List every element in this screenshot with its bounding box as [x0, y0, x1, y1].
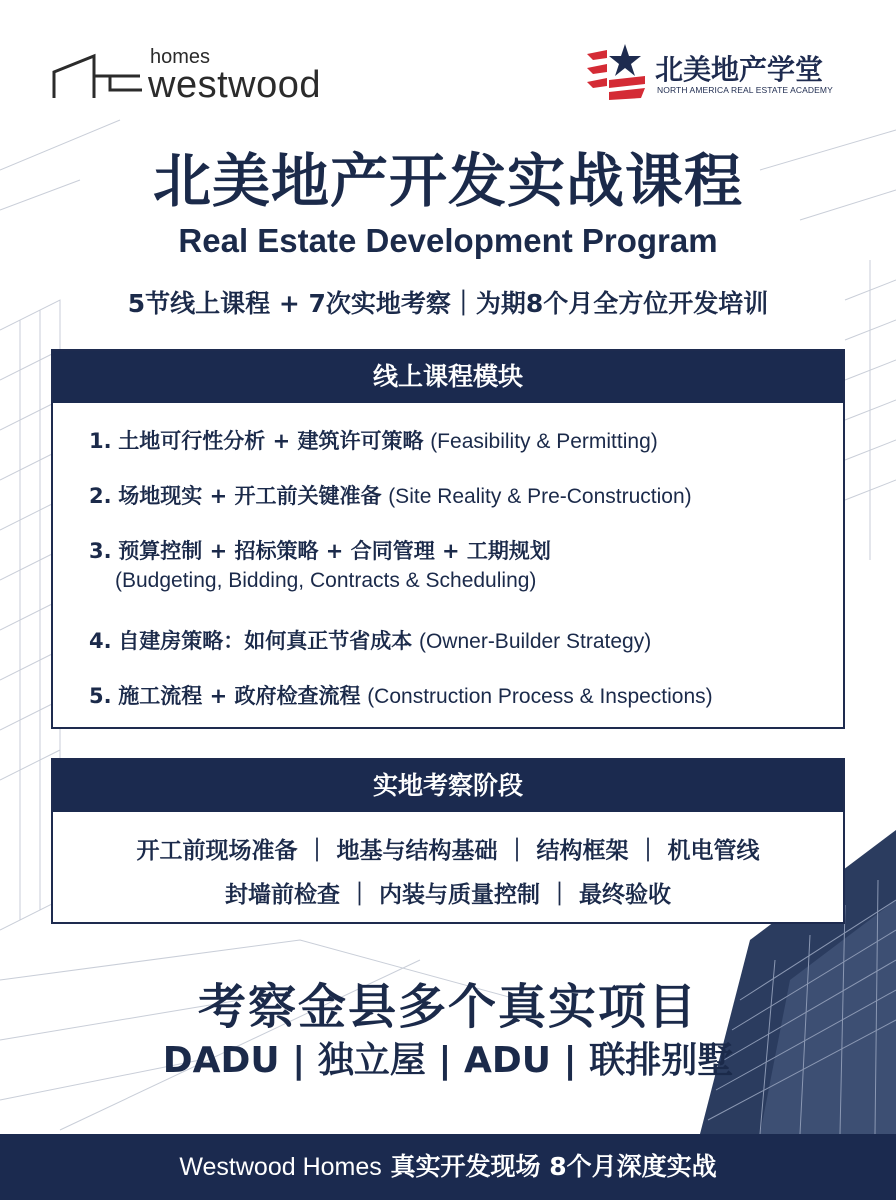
field-stage-row-1: 开工前现场准备 ｜ 地基与结构基础 ｜ 结构框架 ｜ 机电管线 [136, 838, 760, 864]
list-item: 2. 场地现实 + 开工前关键准备 (Site Reality & Pre-Construction) [89, 484, 692, 508]
field-stage-heading: 实地考察阶段 [53, 760, 843, 812]
footer-text: 真实开发现场 8个月深度实战 [390, 1152, 717, 1181]
list-item: 4. 自建房策略：如何真正节省成本 (Owner-Builder Strategy) [89, 629, 652, 653]
academy-name-en: NORTH AMERICA REAL ESTATE ACADEMY [657, 85, 833, 95]
logo-westwood-text: westwood [148, 64, 321, 106]
academy-logo [585, 40, 865, 110]
list-item: 3. 预算控制 + 招标策略 + 合同管理 + 工期规划 [89, 539, 551, 563]
page-subtitle: 5节线上课程 + 7次实地考察｜为期8个月全方位开发培训 [127, 289, 769, 318]
projects-title: 考察金县多个真实项目 [197, 979, 698, 1035]
list-item: 1. 土地可行性分析 + 建筑许可策略 (Feasibility & Permitting) [89, 429, 658, 453]
academy-name-cn: 北美地产学堂 [655, 53, 824, 86]
page-title-en: Real Estate Development Program [178, 222, 718, 259]
page-title-cn: 北美地产开发实战课程 [152, 147, 743, 215]
flag-star-icon [585, 40, 649, 104]
list-item: 5. 施工流程 + 政府检查流程 (Construction Process & Inspections) [89, 684, 713, 708]
online-module-heading: 线上课程模块 [53, 351, 843, 403]
online-module-box [51, 349, 845, 729]
house-outline-icon [50, 46, 146, 106]
project-types: DADU | 独立屋 | ADU | 联排别墅 [162, 1040, 734, 1081]
westwood-homes-logo [50, 40, 350, 110]
footer-brand: Westwood Homes [179, 1153, 382, 1181]
field-stage-row-2: 封墙前检查 ｜ 内装与质量控制 ｜ 最终验收 [224, 882, 672, 908]
list-item-continuation: (Budgeting, Bidding, Contracts & Scheduling) [115, 569, 537, 592]
footer-banner [0, 1134, 896, 1200]
field-stage-box [51, 758, 845, 924]
logo-homes-text: homes [150, 46, 211, 68]
